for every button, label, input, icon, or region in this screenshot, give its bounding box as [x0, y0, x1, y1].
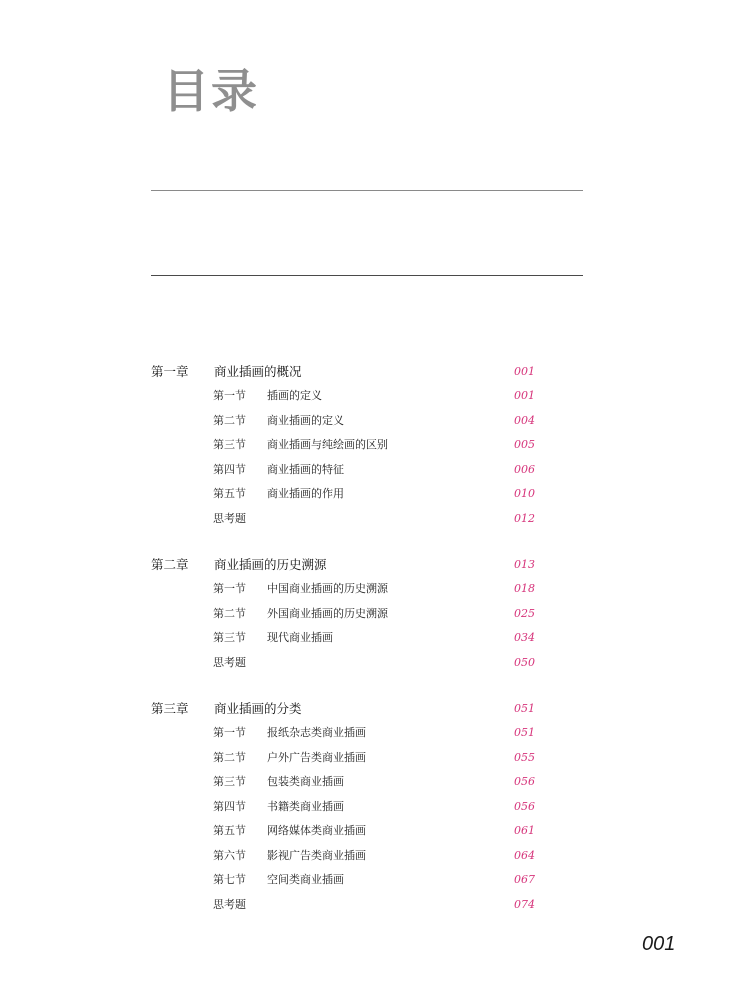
section-row[interactable] [151, 771, 541, 796]
section-row[interactable] [151, 845, 541, 870]
table-of-contents [151, 361, 541, 940]
section-number: 第三节 [213, 438, 246, 451]
section-row[interactable] [151, 410, 541, 435]
section-title: 现代商业插画 [267, 631, 333, 644]
page-ref: 012 [514, 511, 535, 525]
section-number: 第四节 [213, 462, 246, 476]
section-title: 网络媒体类商业插画 [267, 824, 366, 837]
section-row[interactable] [151, 508, 541, 533]
section-number: 第六节 [213, 848, 246, 862]
section-number: 第二节 [213, 606, 246, 620]
chapter-title: 商业插画的分类 [214, 701, 302, 716]
section-row[interactable] [151, 820, 541, 845]
section-row[interactable] [151, 434, 541, 459]
section-row[interactable] [151, 483, 541, 508]
page-number: 001 [642, 933, 676, 955]
section-number: 第四节 [213, 799, 246, 813]
page-ref: 051 [514, 702, 535, 715]
section-title: 商业插画的定义 [267, 413, 344, 427]
page-ref: 056 [514, 775, 535, 788]
section-title: 报纸杂志类商业插画 [267, 726, 366, 739]
chapter-number: 第一章 [151, 364, 189, 379]
page-ref: 051 [514, 726, 535, 739]
section-number: 思考题 [213, 655, 246, 669]
section-number: 第五节 [213, 487, 246, 500]
section-title: 插画的定义 [267, 389, 322, 402]
page-title: 目录 [163, 64, 259, 118]
section-title: 影视广告类商业插画 [267, 848, 366, 862]
section-title: 书籍类商业插画 [267, 799, 344, 813]
section-title: 包装类商业插画 [267, 775, 344, 788]
section-number: 第三节 [213, 775, 246, 788]
section-number: 第一节 [213, 582, 246, 595]
chapter-number: 第三章 [151, 701, 189, 716]
section-row[interactable] [151, 578, 541, 603]
page-ref: 025 [514, 606, 535, 620]
chapter-title: 商业插画的历史溯源 [214, 557, 327, 572]
section-number: 第一节 [213, 389, 246, 402]
chapter-number: 第二章 [151, 557, 189, 572]
section-number: 第五节 [213, 824, 246, 837]
chapter-row[interactable] [151, 554, 541, 578]
section-title: 户外广告类商业插画 [267, 750, 366, 764]
section-row[interactable] [151, 894, 541, 919]
section-number: 第三节 [213, 631, 246, 644]
section-row[interactable] [151, 722, 541, 747]
chapter-row[interactable] [151, 698, 541, 722]
page-ref: 056 [514, 799, 535, 813]
section-title: 商业插画的特征 [267, 462, 344, 476]
section-row[interactable] [151, 603, 541, 628]
page-ref: 004 [514, 413, 535, 427]
page-ref: 013 [514, 558, 535, 571]
section-row[interactable] [151, 627, 541, 652]
section-number: 第七节 [213, 873, 246, 886]
page-ref: 067 [514, 873, 535, 886]
section-title: 商业插画与纯绘画的区别 [267, 438, 388, 451]
section-title: 中国商业插画的历史溯源 [267, 582, 388, 595]
page-ref: 018 [514, 582, 535, 595]
page-ref: 055 [514, 750, 535, 764]
chapter-1 [151, 361, 541, 532]
chapter-2 [151, 554, 541, 676]
bottom-rule [151, 275, 583, 276]
page-ref: 001 [514, 389, 535, 402]
section-row[interactable] [151, 652, 541, 677]
section-number: 思考题 [213, 511, 246, 525]
section-title: 空间类商业插画 [267, 873, 344, 886]
page-ref: 074 [514, 897, 535, 911]
section-row[interactable] [151, 796, 541, 821]
page-ref: 001 [514, 365, 535, 378]
chapter-3 [151, 698, 541, 918]
chapter-title: 商业插画的概况 [214, 364, 302, 379]
page-ref: 010 [514, 487, 535, 500]
chapter-row[interactable] [151, 361, 541, 385]
section-row[interactable] [151, 869, 541, 894]
top-rule [151, 190, 583, 191]
page-ref: 050 [514, 655, 535, 669]
section-number: 思考题 [213, 897, 246, 911]
section-title: 商业插画的作用 [267, 487, 344, 500]
section-row[interactable] [151, 459, 541, 484]
page-ref: 034 [514, 631, 535, 644]
page-ref: 064 [514, 848, 535, 862]
section-title: 外国商业插画的历史溯源 [267, 606, 388, 620]
page-ref: 061 [514, 824, 535, 837]
page-ref: 006 [514, 462, 535, 476]
section-number: 第二节 [213, 750, 246, 764]
section-row[interactable] [151, 747, 541, 772]
section-number: 第一节 [213, 726, 246, 739]
section-row[interactable] [151, 385, 541, 410]
page-ref: 005 [514, 438, 535, 451]
section-number: 第二节 [213, 413, 246, 427]
